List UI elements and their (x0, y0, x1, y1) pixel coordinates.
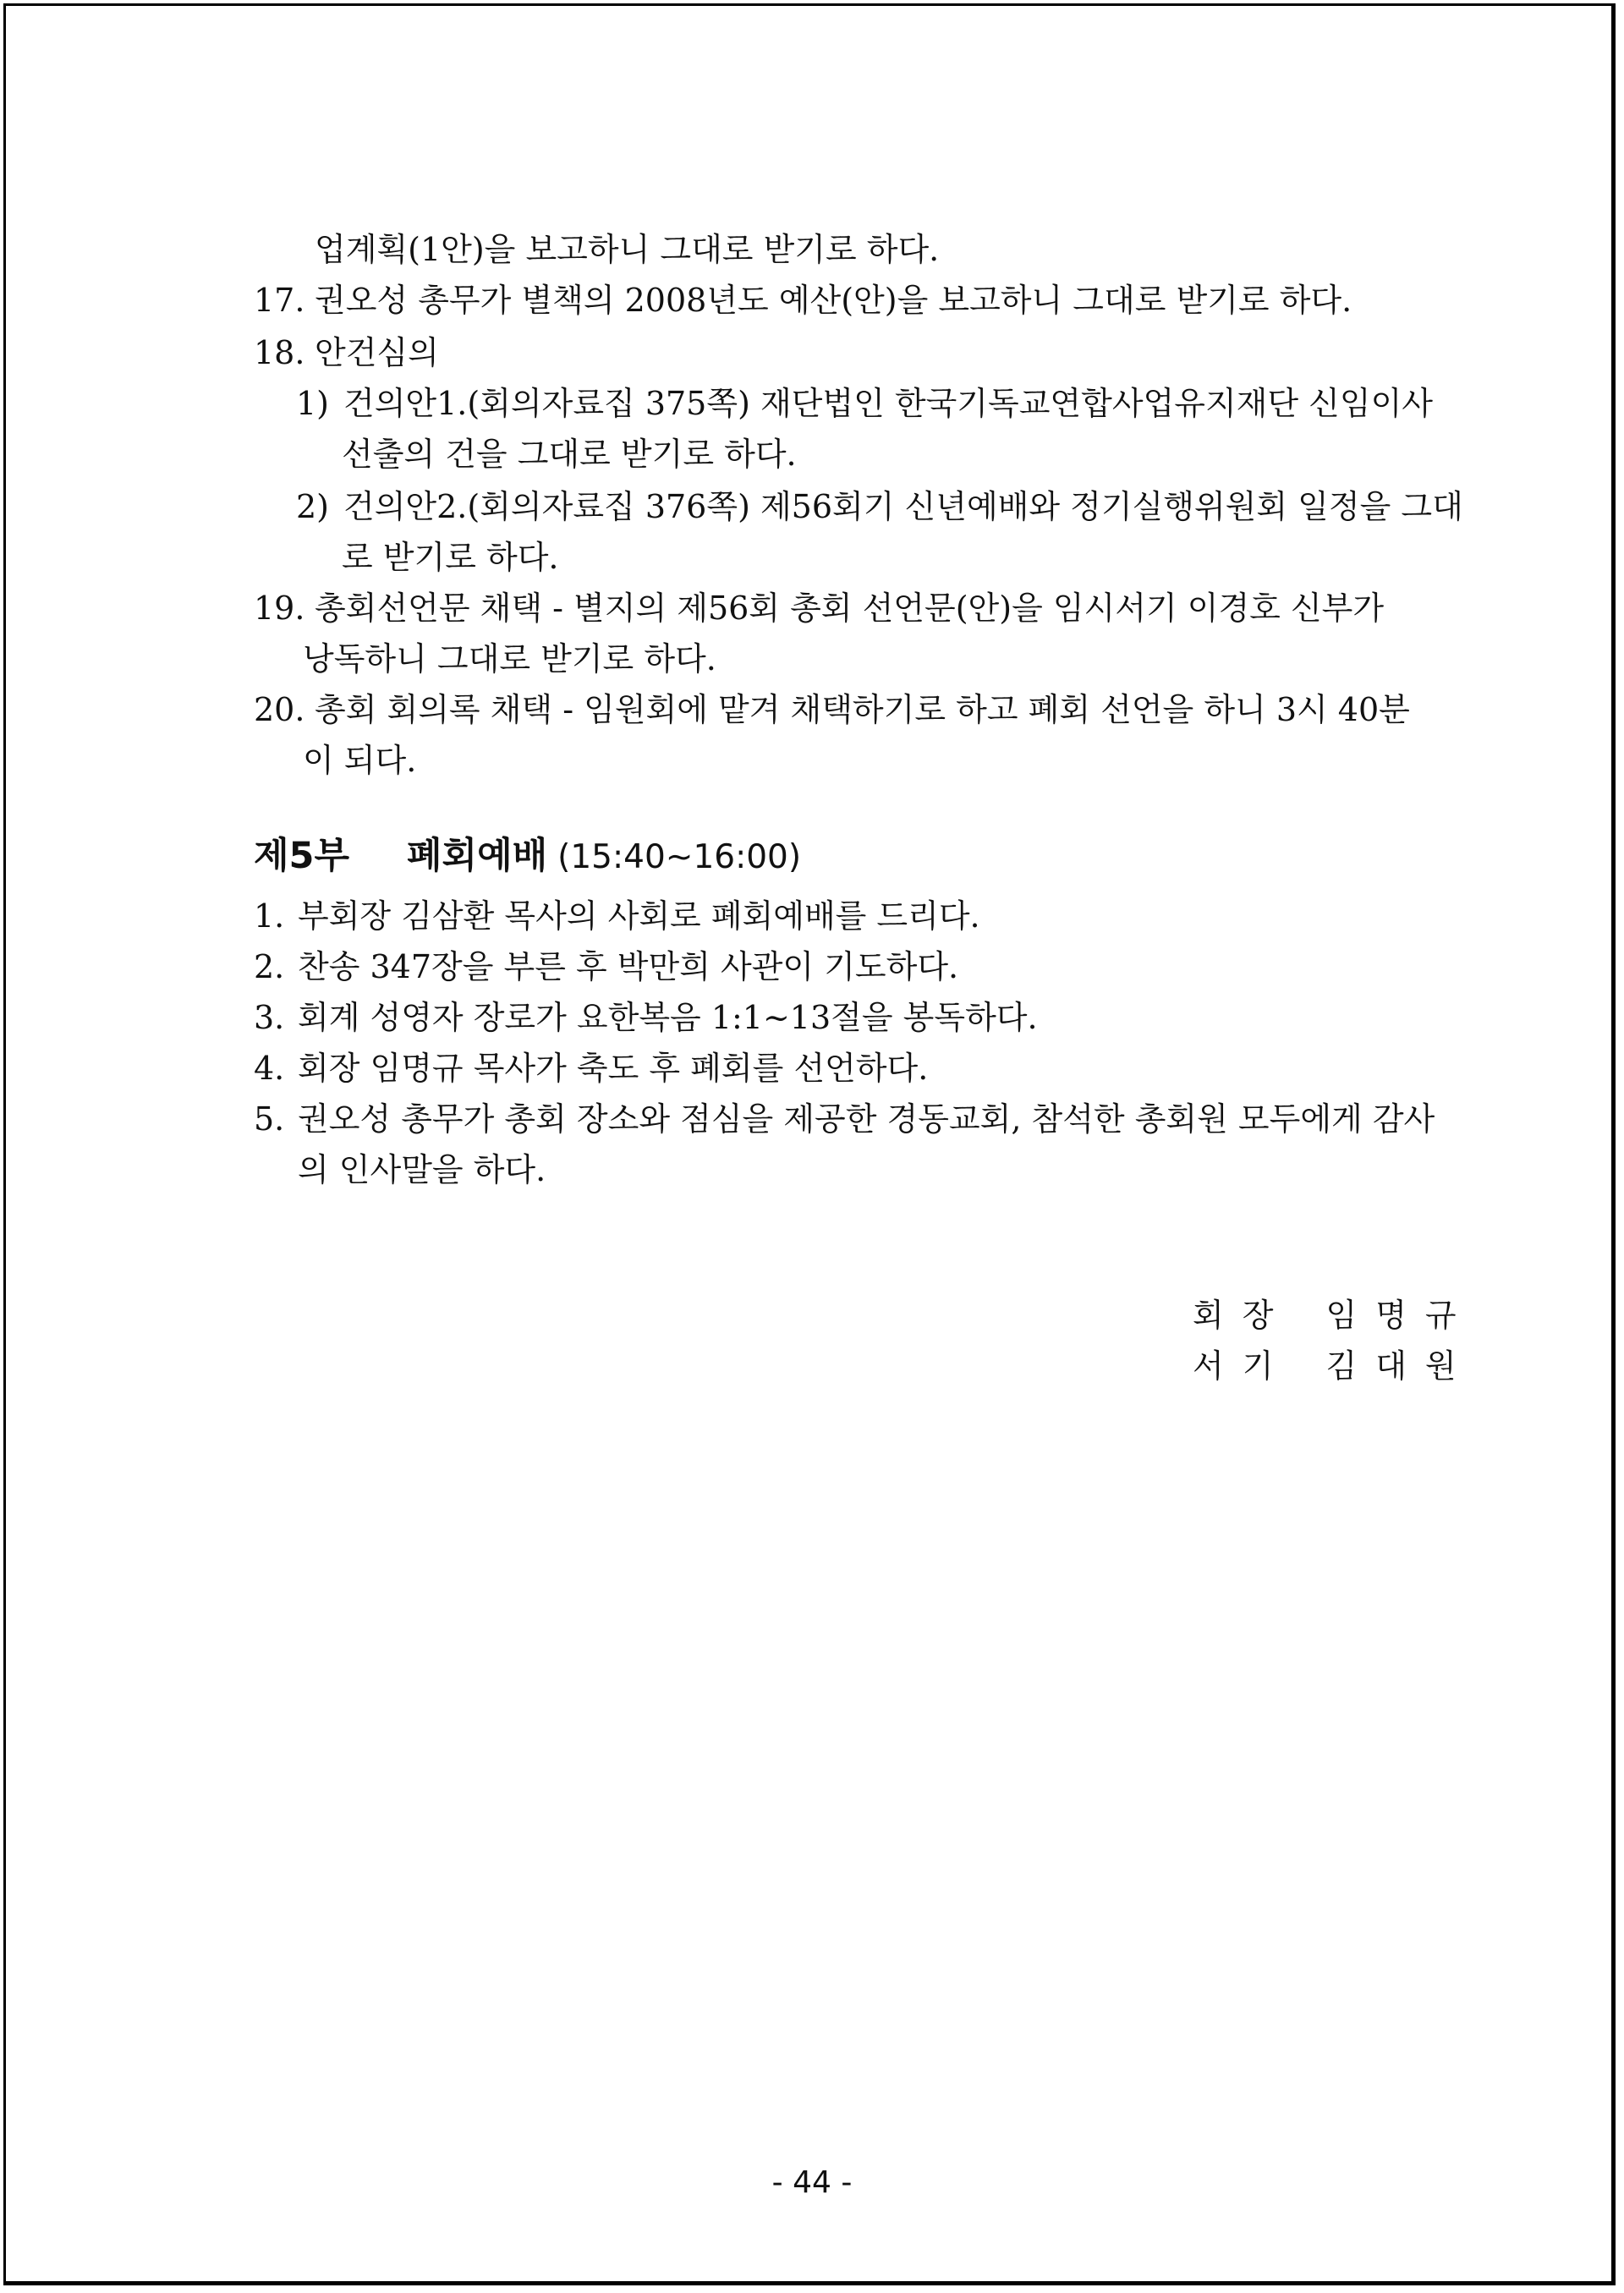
signature-secretary (1193, 1340, 1475, 1386)
line-text: 낭독하니 그대로 받기로 하다. (303, 640, 716, 677)
item-number: 17. (254, 282, 305, 319)
text-line (342, 531, 559, 578)
item-text: 총회선언문 채택 - 별지의 제56회 총회 선언문(안)을 임시서기 이경호 신부가 (315, 590, 1385, 627)
line-text: 이 되다. (303, 742, 417, 779)
page-frame (3, 3, 1616, 2285)
sub-item-text: 건의안1.(회의자료집 375쪽) 재단법인 한국기독교연합사업유지재단 신임이사 (343, 385, 1433, 422)
item-number: 4. (254, 1050, 285, 1087)
list-item (254, 991, 1038, 1038)
sub-item-number: 2) (296, 488, 330, 525)
list-item (254, 1042, 928, 1089)
item-text: 권오성 총무가 별책의 2008년도 예산(안)을 보고하니 그대로 받기로 하다. (315, 282, 1352, 319)
sub-item-number: 1) (296, 385, 330, 422)
item-text: 안건심의 (315, 334, 439, 371)
item-number: 2. (254, 948, 285, 985)
item-number: 1. (254, 897, 285, 935)
item-text: 회계 성영자 장로가 요한복음 1:1~13절을 봉독하다. (298, 999, 1038, 1036)
item-number: 20. (254, 691, 305, 728)
text-line (303, 734, 416, 781)
item-number: 3. (254, 999, 285, 1036)
line-text: 의 인사말을 하다. (298, 1151, 546, 1188)
sub-item-text: 건의안2.(회의자료집 376쪽) 제56회기 신년예배와 정기실행위원회 일정을 그대 (343, 488, 1463, 525)
item-text: 권오성 총무가 총회 장소와 점심을 제공한 경동교회, 참석한 총회원 모두에게 감사 (298, 1100, 1435, 1138)
list-item (254, 326, 439, 373)
list-item (254, 941, 958, 987)
signature-role: 서기 (1193, 1347, 1292, 1385)
item-number: 19. (254, 590, 305, 627)
section-part: 제5부 (254, 835, 349, 877)
item-number: 5. (254, 1100, 285, 1138)
list-item (254, 582, 1384, 628)
sub-item (296, 377, 1433, 424)
section-time: (15:40~16:00) (557, 838, 802, 876)
text-line (315, 223, 939, 270)
text-line (303, 633, 716, 679)
signature-name: 임명규 (1325, 1297, 1475, 1334)
list-item (254, 274, 1352, 321)
text-line (298, 1144, 546, 1190)
item-number: 18. (254, 334, 305, 371)
signature-role: 회장 (1193, 1297, 1292, 1334)
signature-name: 김대원 (1325, 1347, 1475, 1385)
line-text: 선출의 건을 그대로 받기로 하다. (342, 436, 797, 473)
line-text: 로 받기로 하다. (342, 539, 559, 576)
section-title: 폐회예배 (407, 835, 548, 877)
list-item (254, 890, 980, 936)
list-item (254, 683, 1410, 730)
section-heading (254, 827, 801, 879)
text-line (342, 428, 797, 475)
item-text: 회장 임명규 목사가 축도 후 폐회를 선언하다. (298, 1050, 929, 1087)
item-text: 총회 회의록 채택 - 임원회에 맡겨 채택하기로 하고 폐회 선언을 하니 3시 40분 (315, 691, 1410, 728)
item-text: 부회장 김삼환 목사의 사회로 폐회예배를 드리다. (298, 897, 980, 935)
list-item (254, 1093, 1435, 1139)
line-text: 업계획(1안)을 보고하니 그대로 받기로 하다. (315, 231, 940, 268)
signature-president (1193, 1289, 1475, 1336)
item-text: 찬송 347장을 부른 후 박만희 사관이 기도하다. (298, 948, 959, 985)
sub-item (296, 480, 1463, 527)
page-number: - 44 - (771, 2165, 853, 2200)
